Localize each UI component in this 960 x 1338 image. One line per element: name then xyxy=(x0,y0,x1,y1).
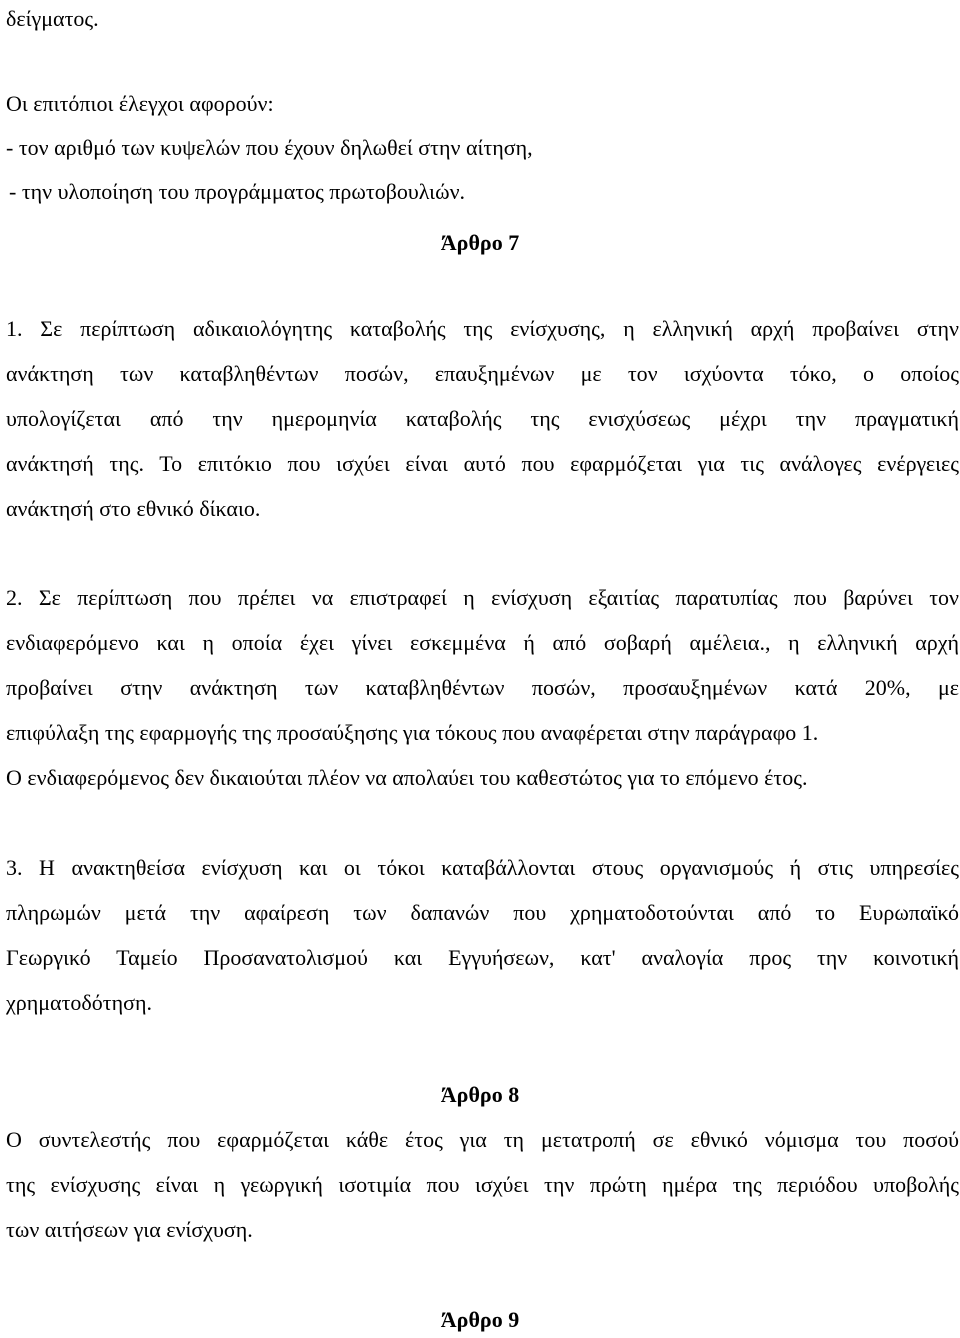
checks-item-1: - τον αριθμό των κυψελών που έχουν δηλωθεί στην αίτηση, xyxy=(6,135,533,160)
article-7-p1-line: ανάκτησή της. Το επιτόκιο που ισχύει είναι αυτό που εφαρμόζεται για τις ανάλογες ενέργειες xyxy=(6,451,959,476)
article-7-p2-line: προβαίνει στην ανάκτηση των καταβληθέντων ποσών, προσαυξημένων κατά 20%, με xyxy=(6,675,959,700)
article-7-p1-line: 1. Σε περίπτωση αδικαιολόγητης καταβολής της ενίσχυσης, η ελληνική αρχή προβαίνει στην xyxy=(6,316,959,341)
article-7-p1-line: υπολογίζεται από την ημερομηνία καταβολής της ενισχύσεως μέχρι την πραγματική xyxy=(6,406,959,431)
article-8-p1-line: της ενίσχυσης είναι η γεωργική ισοτιμία που ισχύει την πρώτη ημέρα της περιόδου υποβολής xyxy=(6,1172,959,1197)
article-8-heading: Άρθρο 8 xyxy=(440,1082,520,1107)
article-7-p3-line: πληρωμών μετά την αφαίρεση των δαπανών που χρηματοδοτούνται από το Ευρωπαϊκό xyxy=(6,900,959,925)
article-7-p2-line: Ο ενδιαφερόμενος δεν δικαιούται πλέον να απολαύει του καθεστώτος για το επόμενο έτος. xyxy=(6,765,808,790)
article-8-p1-line: των αιτήσεων για ενίσχυση. xyxy=(6,1217,253,1242)
top-fragment-text: δείγματος. xyxy=(6,6,99,31)
article-7-heading: Άρθρο 7 xyxy=(440,230,520,255)
article-7-p2-line: ενδιαφερόμενο και η οποία έχει γίνει εσκεμμένα ή από σοβαρή αμέλεια., η ελληνική αρχή xyxy=(6,630,959,655)
article-7-p3-line: Γεωργικό Ταμείο Προσανατολισμού και Εγγυήσεων, κατ' αναλογία προς την κοινοτική xyxy=(6,945,959,970)
article-8-p1-line: Ο συντελεστής που εφαρμόζεται κάθε έτος για τη μετατροπή σε εθνικό νόμισμα του ποσού xyxy=(6,1127,959,1152)
article-7-p2-line: 2. Σε περίπτωση που πρέπει να επιστραφεί η ενίσχυση εξαιτίας παρατυπίας που βαρύνει τον xyxy=(6,585,959,610)
article-7-p1-line: ανάκτησή στο εθνικό δίκαιο. xyxy=(6,496,261,521)
checks-item-2: - την υλοποίηση του προγράμματος πρωτοβουλιών. xyxy=(9,179,466,204)
checks-intro: Οι επιτόπιοι έλεγχοι αφορούν: xyxy=(6,91,274,116)
article-7-p3-line: χρηματοδότηση. xyxy=(6,990,152,1015)
article-7-p3-line: 3. Η ανακτηθείσα ενίσχυση και οι τόκοι καταβάλλονται στους οργανισμούς ή στις υπηρεσίες xyxy=(6,855,959,880)
article-7-p1-line: ανάκτηση των καταβληθέντων ποσών, επαυξημένων με τον ισχύοντα τόκο, ο οποίος xyxy=(6,361,959,386)
article-9-heading: Άρθρο 9 xyxy=(440,1307,520,1332)
article-7-p2-line: επιφύλαξη της εφαρμογής της προσαύξησης για τόκους που αναφέρεται στην παράγραφο 1. xyxy=(6,720,819,745)
